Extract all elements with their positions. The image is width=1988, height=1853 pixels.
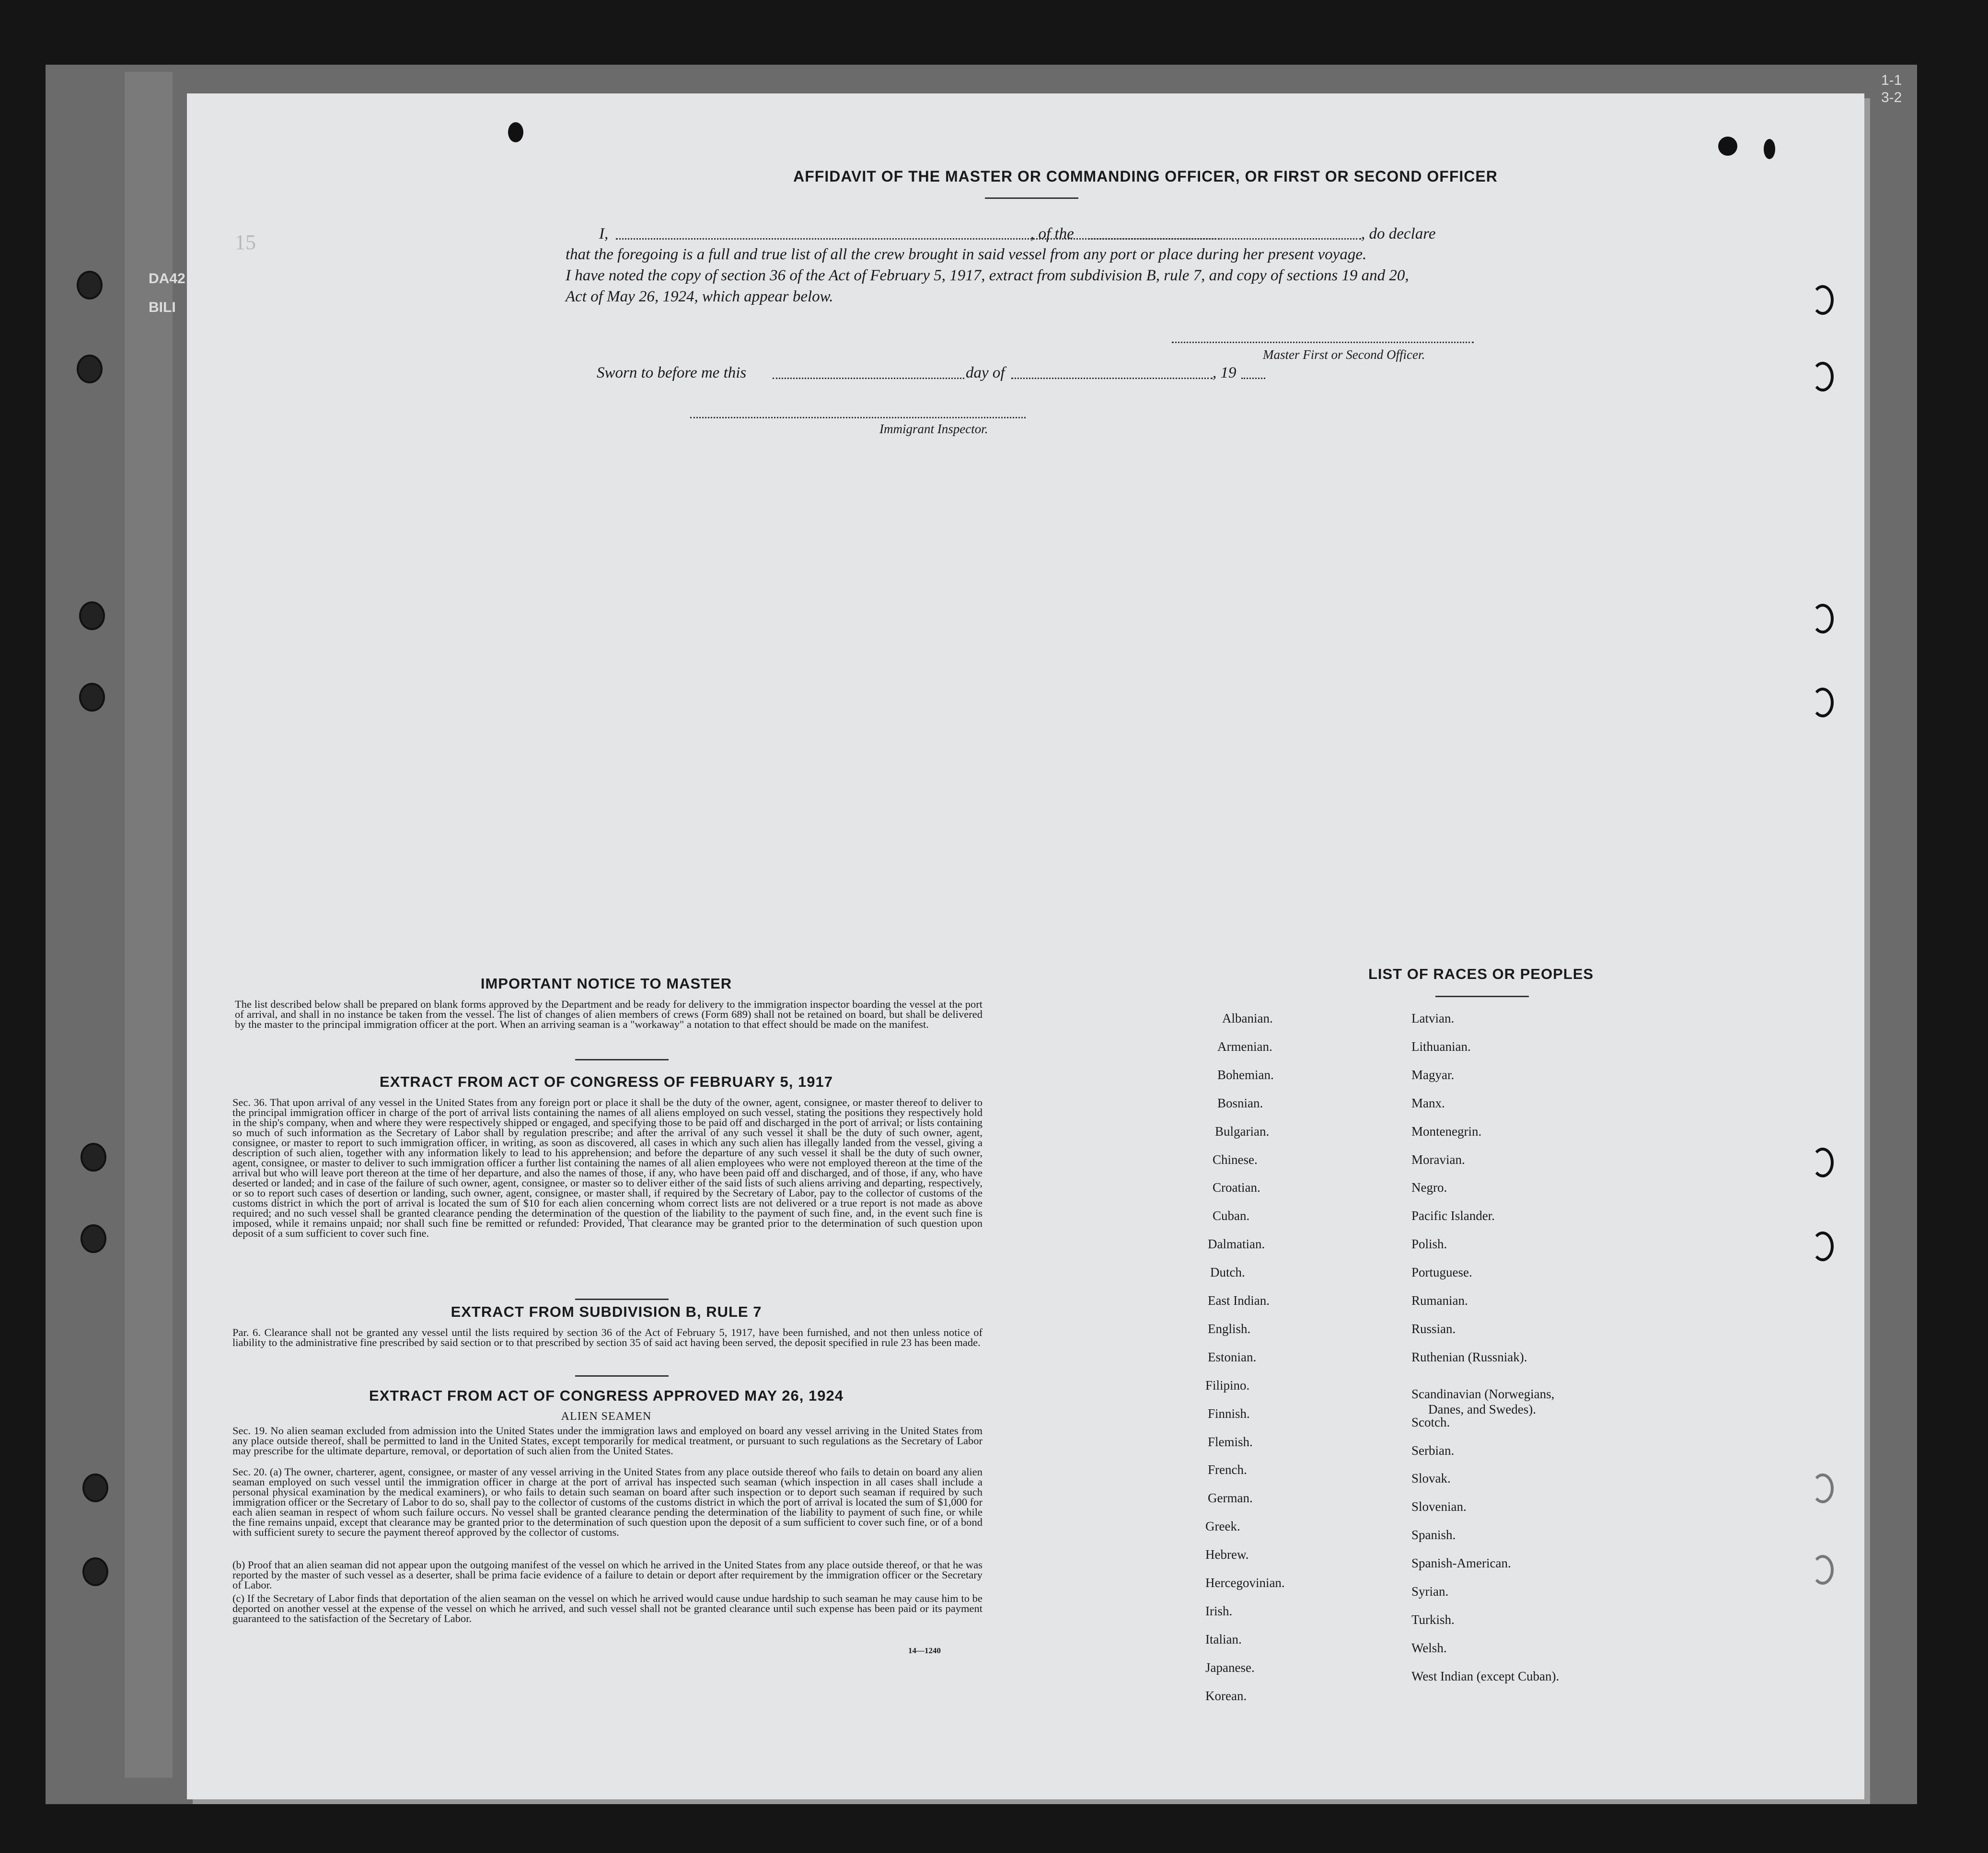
master-signature-line — [1172, 342, 1474, 343]
race-item: Hebrew. — [1205, 1547, 1249, 1562]
race-item: Finnish. — [1208, 1406, 1250, 1421]
left-tab-mark: BILI — [149, 299, 176, 315]
race-item: Negro. — [1411, 1180, 1447, 1195]
vessel-blank — [1088, 238, 1361, 240]
left-tab-mark: DA42 — [149, 271, 185, 287]
race-item: Russian. — [1411, 1321, 1456, 1336]
race-item: Syrian. — [1411, 1584, 1449, 1599]
punch-hole — [1812, 362, 1834, 391]
punch-hole — [1812, 1148, 1834, 1177]
margin-mark: 15 — [235, 230, 256, 254]
punch-hole — [508, 122, 523, 142]
race-item: Greek. — [1205, 1519, 1240, 1534]
race-item: Scotch. — [1411, 1415, 1450, 1429]
race-item: East Indian. — [1208, 1293, 1270, 1308]
manifest-sheet — [187, 93, 1864, 1799]
affidavit-line2: that the foregoing is a full and true list of all the crew brought in said vessel from any port or place during her present voyage. — [566, 246, 1367, 263]
race-item: Magyar. — [1411, 1067, 1455, 1082]
punch-hole — [1812, 285, 1834, 315]
race-item: West Indian (except Cuban). — [1411, 1669, 1560, 1683]
punch-hole — [1718, 137, 1737, 156]
race-item: Estonian. — [1208, 1349, 1257, 1364]
binder-ring — [82, 1473, 108, 1502]
divider — [575, 1299, 669, 1300]
race-item: Dutch. — [1210, 1265, 1245, 1280]
divider — [1435, 996, 1529, 997]
affidavit-line3: I have noted the copy of section 36 of the Act of February 5, 1917, extract from subdivision B, rule 7, and copy of sections 19 and 20, — [566, 267, 1409, 284]
punch-hole — [1812, 604, 1834, 633]
divider — [575, 1375, 669, 1377]
punch-hole — [1812, 688, 1834, 717]
race-item: Welsh. — [1411, 1640, 1447, 1655]
race-item: Pacific Islander. — [1411, 1208, 1495, 1223]
race-item: Dalmatian. — [1208, 1237, 1265, 1252]
divider — [575, 1059, 669, 1060]
race-item: Japanese. — [1205, 1660, 1255, 1675]
notice-title: IMPORTANT NOTICE TO MASTER — [480, 975, 732, 992]
year-label: , 19 — [1213, 364, 1237, 381]
race-item: Scandinavian (Norwegians, — [1411, 1386, 1555, 1401]
alien-seamen-subtitle: ALIEN SEAMEN — [561, 1410, 652, 1423]
race-item: Polish. — [1411, 1237, 1447, 1252]
race-item: Spanish. — [1411, 1528, 1456, 1542]
affidavit-line1-of: , of the — [1030, 225, 1074, 242]
sworn-day-blank — [773, 378, 964, 379]
punch-hole — [1812, 1555, 1834, 1585]
sworn-month-blank — [1011, 378, 1213, 379]
race-item: Danes, and Swedes). — [1428, 1402, 1536, 1416]
race-item: Irish. — [1205, 1603, 1233, 1618]
corner-mark: 1-1 3-2 — [1881, 72, 1902, 105]
race-item: French. — [1208, 1462, 1247, 1477]
race-item: Slovak. — [1411, 1471, 1451, 1486]
race-item: Cuban. — [1213, 1208, 1250, 1223]
race-item: Croatian. — [1213, 1180, 1260, 1195]
binder-ring — [79, 683, 105, 712]
rule7-body: Par. 6. Clearance shall not be granted any vessel until the lists required by section 36 of the Act of February 5, 1917, have been furnished, and not then unless notice of liability to the administrative fine prescribed by said section or to that prescribed by section 35 of said act having been served, the deposit specified in rule 23 has been made. — [232, 1326, 982, 1348]
punch-hole — [1812, 1473, 1834, 1503]
binder-ring — [81, 1143, 106, 1172]
race-item: German. — [1208, 1491, 1253, 1506]
year-blank — [1241, 378, 1265, 379]
race-item: Serbian. — [1411, 1443, 1455, 1458]
race-item: Manx. — [1411, 1095, 1445, 1110]
extract-1917-title: EXTRACT FROM ACT OF CONGRESS OF FEBRUARY 5, 1917 — [380, 1073, 833, 1090]
race-item: Lithuanian. — [1411, 1039, 1471, 1054]
divider — [985, 197, 1078, 199]
inspector-signature-line — [690, 417, 1026, 418]
race-item: Bosnian. — [1217, 1095, 1263, 1110]
day-of-label: day of — [966, 364, 1005, 381]
punch-hole — [1812, 1231, 1834, 1261]
race-item: Armenian. — [1217, 1039, 1272, 1054]
rule7-title: EXTRACT FROM SUBDIVISION B, RULE 7 — [451, 1303, 762, 1320]
binder-ring — [79, 601, 105, 630]
race-item: Hercegovinian. — [1205, 1576, 1285, 1590]
race-item: Montenegrin. — [1411, 1124, 1482, 1139]
notice-body: The list described below shall be prepared on blank forms approved by the Department and be ready for delivery to the immigration inspector boarding the vessel at the port of arrival, and shall in no instance be taken from the vessel. The list of changes of alien members of crews (Form 689) shall not be retained on board, but shall be delivered by the master to the principal immigration officer at the port. When an arriving seaman is a "workaway" a notation to that effect should be made on the manifest. — [235, 998, 982, 1030]
sworn-label: Sworn to before me this — [597, 364, 747, 381]
race-item: Italian. — [1205, 1632, 1242, 1646]
sec20b-body: (b) Proof that an alien seaman did not appear upon the outgoing manifest of the vessel on which he arrived in the United States from any place outside thereof, or that he was reported by the master of such vessel as a deserter, shall be prima facie evidence of a failure to detain or deport after requirement by the immigration officer or the Secretary of Labor. — [232, 1559, 982, 1591]
binder-ring — [77, 271, 103, 299]
affidavit-line1-declare: , do declare — [1361, 225, 1436, 242]
sec20c-body: (c) If the Secretary of Labor finds that deportation of the alien seaman on the vessel on which he arrived would cause undue hardship to such seaman he may cause him to be deported on another vessel at the expense of the vessel on which he arrived, and such vessel shall not be granted clearance until such expense has been paid or its payment guaranteed to the satisfaction of the Secretary of Labor. — [232, 1592, 982, 1624]
race-item: Flemish. — [1208, 1434, 1253, 1449]
races-title: LIST OF RACES OR PEOPLES — [1368, 966, 1594, 982]
extract-1924-title: EXTRACT FROM ACT OF CONGRESS APPROVED MAY 26, 1924 — [369, 1387, 844, 1404]
race-item: Bohemian. — [1217, 1067, 1274, 1082]
binder-ring — [77, 355, 103, 383]
binder-ring — [81, 1224, 106, 1253]
race-item: Albanian. — [1222, 1011, 1273, 1025]
race-item: Ruthenian (Russniak). — [1411, 1349, 1527, 1364]
race-item: Bulgarian. — [1215, 1124, 1270, 1139]
sec19-body: Sec. 19. No alien seaman excluded from admission into the United States under the immigration laws and employed on board any vessel arriving in the United States from any place outside thereof, shall be permitted to land in the United States, except temporarily for medical treatment, or pursuant to such regulations as the Secretary of Labor may prescribe for the ultimate departure, removal, or deportation of such alien from the United States. — [232, 1425, 982, 1457]
extract-1917-body: Sec. 36. That upon arrival of any vessel in the United States from any foreign port or place it shall be the duty of the owner, agent, consignee, or master thereof to deliver to the principal immigration officer in charge of the port of arrival lists containing the names of all aliens employed on such vessel, stating the positions they respectively hold in the ship's company, when and where they were respectively shipped or engaged, and specifying those to be paid off and discharged in the port of arrival; or lists containing so much of such information as the Secretary of Labor shall by regulation prescribe; and after the arrival of any such vessel it shall be the duty of such owner, agent, consignee, or master to report to such immigration officer, in writing, as soon as discovered, all cases in which any such alien has illegally landed from the vessel, giving a description of such alien, together with any information likely to lead to his apprehension; and before the departure of any such vessel it shall be the duty of such owner, agent, consignee, or master to deliver to such immigration officer a further list containing the names of all alien employees who were not employed thereon at the time of the arrival but who will leave port thereon at the time of her departure, and also the names of those, if any, who have been paid off and discharged, and of those, if any, who have deserted or landed; and in case of the failure of such owner, agent, consignee, or master so to deliver either of the said lists of such aliens arriving and departing, respectively, or so to report such cases of desertion or landing, such owner, agent, consignee, or master shall, if required by the Secretary of Labor, pay to the collector of customs of the customs district in which the port of arrival is located the sum of $10 for each alien concerning whom correct lists are not delivered or a true report is not made as above required; and no such vessel shall be granted clearance pending the determination of the question of the liability to the payment of such fine, and, in the event such fine is imposed, while it remains unpaid; nor shall such fine be remitted or refunded: Provided, That clearance may be granted prior to the determination of such question upon deposit of a sum sufficient to cover such fine. — [232, 1096, 982, 1239]
race-item: Slovenian. — [1411, 1499, 1467, 1514]
race-item: Turkish. — [1411, 1612, 1455, 1627]
race-item: Rumanian. — [1411, 1293, 1468, 1308]
binder-strip — [125, 72, 173, 1778]
inspector-signature-label: Immigrant Inspector. — [879, 422, 988, 436]
race-item: Latvian. — [1411, 1011, 1455, 1025]
race-item: Korean. — [1205, 1688, 1247, 1703]
race-item: Spanish-American. — [1411, 1556, 1511, 1571]
sec20a-body: Sec. 20. (a) The owner, charterer, agent, consignee, or master of any vessel arriving in the United States from any place outside thereof who fails to detain on board any alien seaman employed on such vessel until the immigration officer in charge at the port of arrival has inspected such seaman (which inspection in all cases shall include a personal physical examination by the medical examiners), or who fails to detain such seaman on board after such inspection or to deport such seaman if required by such immigration officer or the Secretary of Labor to do so, shall pay to the collector of customs of the customs district in which the port of arrival is located the sum of $1,000 for each alien seaman in respect of whom such failure occurs. No vessel shall be granted clearance pending the determination of the liability to payment of such fine, or while the fine remains unpaid, except that clearance may be granted prior to the determination of such question upon the deposit of a sum sufficient to cover such fine, or of a bond with sufficient surety to secure the payment thereof approved by the collector of customs. — [232, 1466, 982, 1538]
race-item: Chinese. — [1213, 1152, 1258, 1167]
race-item: Moravian. — [1411, 1152, 1465, 1167]
binder-ring — [82, 1557, 108, 1586]
punch-hole — [1764, 139, 1775, 159]
race-item: Filipino. — [1205, 1378, 1250, 1393]
master-signature-label: Master First or Second Officer. — [1263, 347, 1425, 362]
form-number: 14—1240 — [908, 1646, 941, 1655]
race-item: Portuguese. — [1411, 1265, 1472, 1280]
race-item: English. — [1208, 1321, 1251, 1336]
affidavit-title: AFFIDAVIT OF THE MASTER OR COMMANDING OFFICER, OR FIRST OR SECOND OFFICER — [793, 168, 1498, 185]
affidavit-line1-i: I, — [599, 225, 609, 242]
affidavit-line4: Act of May 26, 1924, which appear below. — [566, 288, 833, 305]
